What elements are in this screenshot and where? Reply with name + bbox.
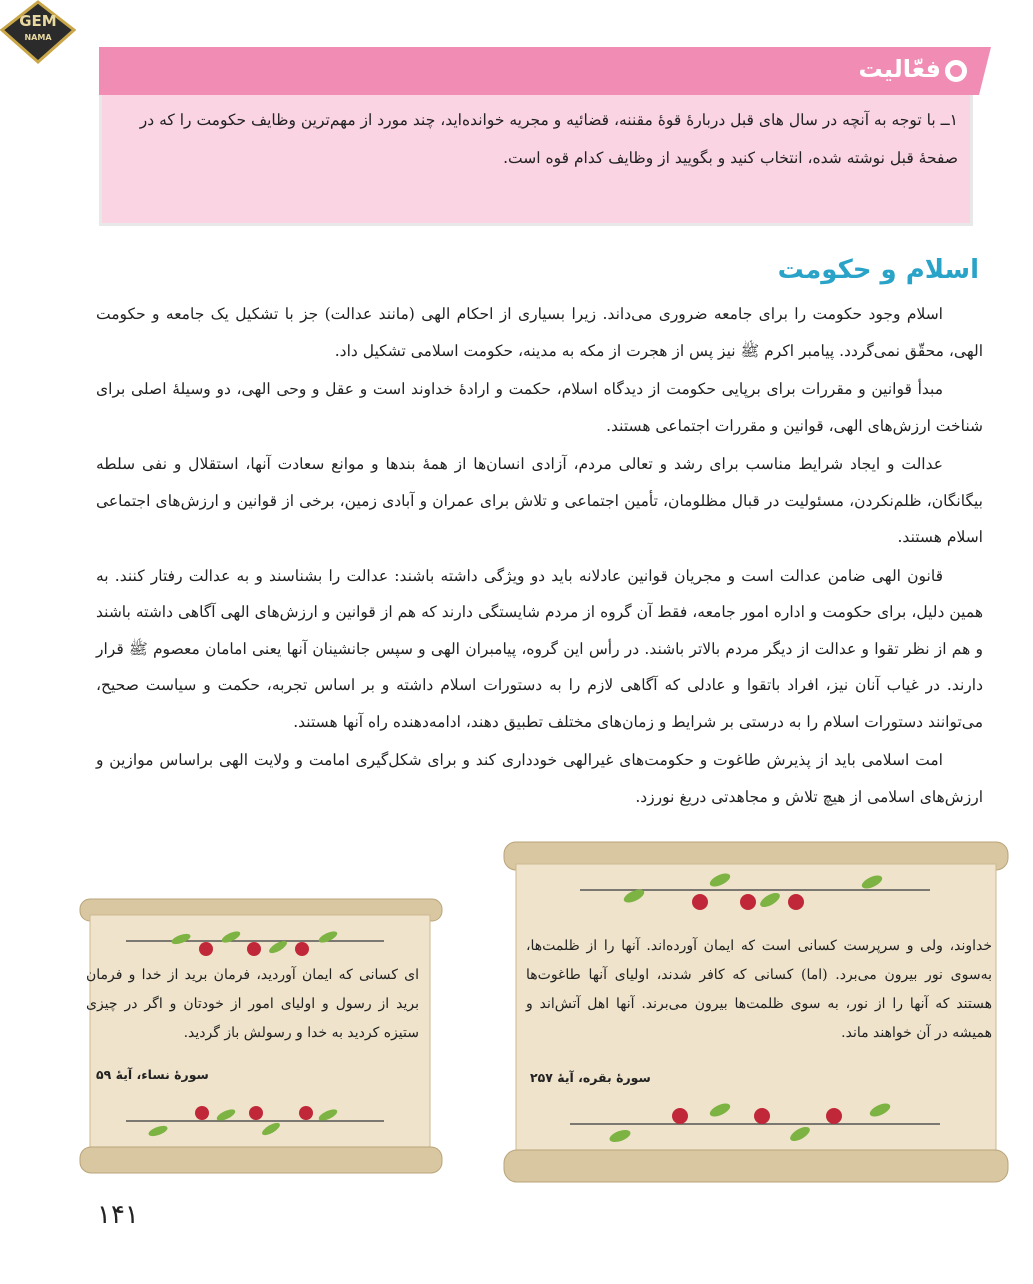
paragraph: مبدأ قوانین و مقررات برای برپایی حکومت از دیدگاه اسلام، حکمت و ارادهٔ خداوند است و عقل و وحی الهی، دو وسیلهٔ اصلی برای شناخت ارزش‌های الهی، قوانین و مقررات اجتماعی هستند. [96, 380, 983, 435]
page-number: ۱۴۱ [97, 1200, 139, 1230]
section-title: اسلام و حکومت [777, 255, 979, 285]
activity-question: ۱ــ با توجه به آنچه در سال های قبل دربارهٔ قوهٔ مقننه، قضائیه و مجریه خوانده‌اید، چند مورد از مهم‌ترین وظایف حکومت را که در صفحهٔ قبل نوشته شده، انتخاب کنید و بگویید از وظایف کدام قوه است. [139, 111, 958, 167]
paragraph: اسلام وجود حکومت را برای جامعه ضروری می‌داند. زیرا بسیاری از احکام الهی (مانند عدالت) جز با تشکیل یک جامعه و حکومت الهی، محقّق نمی‌گردد. پیامبر اکرم ﷺ نیز پس از هجرت از مکه به مدینه، حکومت اسلامی تشکیل داد. [96, 305, 983, 360]
verse-reference: سورهٔ نساء، آیهٔ ۵۹ [96, 1067, 209, 1082]
verse-reference: سورهٔ بقره، آیهٔ ۲۵۷ [530, 1070, 651, 1085]
verse-text: خداوند، ولی و سرپرست کسانی است که ایمان آورده‌اند. آنها را از ظلمت‌ها، به‌سوی نور بیرون می‌برد. (اما) کسانی که کافر شدند، اولیای آنها طاغوت‌ها هستند که آنها را از نور، به سوی ظلمت‌ها بیرون می‌برند. آنها اهل آتش‌اند و همیشه در آن خواهند ماند. [526, 938, 992, 1041]
activity-box [99, 47, 979, 229]
paragraph: امت اسلامی باید از پذیرش طاغوت و حکومت‌های غیرالهی خودداری کند و برای شکل‌گیری امامت و ولایت الهی براساس موازین و ارزش‌های اسلامی از هیچ تلاش و مجاهدتی دریغ نورزد. [96, 751, 983, 806]
logo-line1: GEM [19, 12, 57, 30]
verse-text: ای کسانی که ایمان آوردید، فرمان برید از خدا و فرمان برید از رسول و اولیای امور از خودتان و اگر در چیزی ستیزه کردید به خدا و رسولش باز گردید. [86, 967, 419, 1041]
paragraph: عدالت و ایجاد شرایط مناسب برای رشد و تعالی مردم، آزادی انسان‌ها از همهٔ بندها و موانع سعادت آنها، استقلال و نفی سلطه بیگانگان، ظلم‌نکردن، مسئولیت در قبال مظلومان، تأمین اجتماعی و تلاش برای عمران و آبادی زمین، برخی از قوانین و ارزش‌های اجتماعی اسلام هستند. [96, 455, 983, 546]
activity-header [99, 47, 979, 95]
activity-header-fold [979, 47, 991, 95]
gemnama-logo [0, 0, 76, 64]
circle-bullet-icon [945, 60, 967, 82]
verse-scroll-right [500, 838, 1012, 1192]
logo-line2: NAMA [24, 33, 52, 42]
verse-scroll-left [66, 893, 448, 1183]
main-text [96, 296, 983, 817]
activity-body [99, 95, 973, 226]
paragraph: قانون الهی ضامن عدالت است و مجریان قوانین عادلانه باید دو ویژگی داشته باشند: عدالت را بشناسند و به عدالت رفتار کنند. به همین دلیل، برای حکومت و اداره امور جامعه، فقط آن گروه از مردم شایستگی دارند که هم از قوانین و ارزش‌های الهی آگاهی داشته باشند و هم از نظر تقوا و عدالت از دیگر مردم بالاتر باشند. در رأس این گروه، پیامبران الهی و سپس جانشینان آنها یعنی امامان معصوم ﷺ قرار دارند. در غیاب آنان نیز، افراد باتقوا و عادلی که آگاهی لازم را به دستورات اسلام داشته و بر اساس تجربه، حکمت و سیاست صحیح، می‌توانند دستورات اسلام را به درستی بر شرایط و زمان‌های مختلف تطبیق دهند، ادامه‌دهنده راه آنها هستند. [96, 566, 983, 731]
activity-title: فعّالیت [858, 55, 941, 83]
